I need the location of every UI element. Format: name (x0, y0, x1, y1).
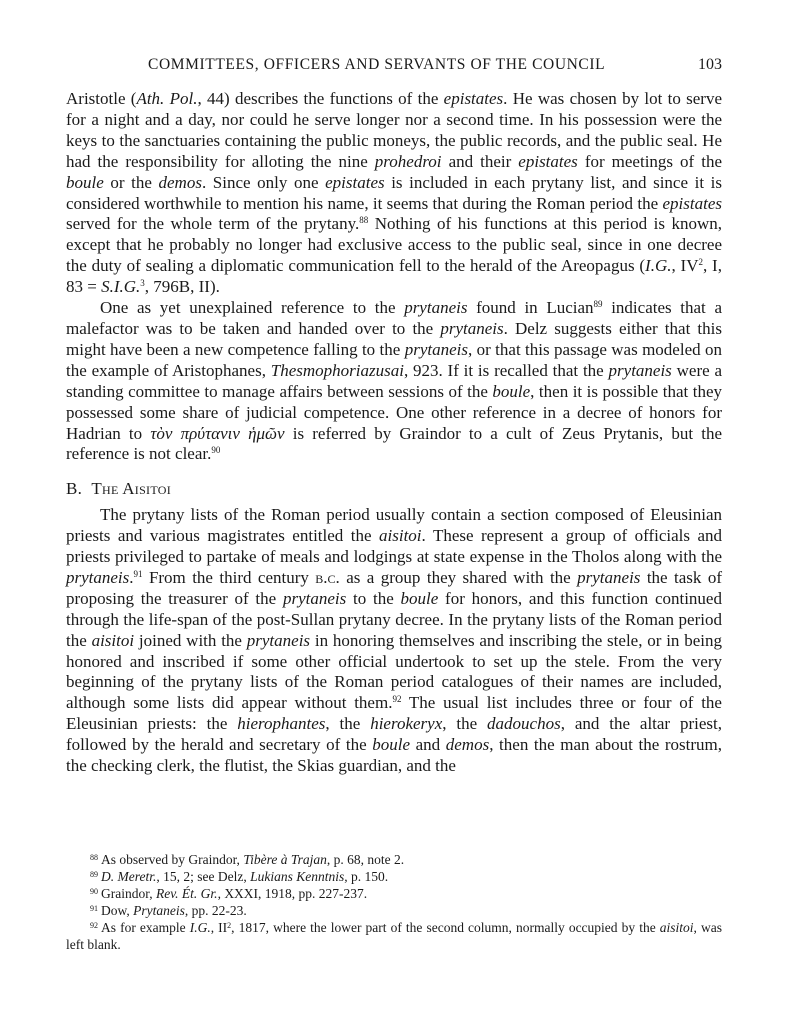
running-header (66, 56, 722, 78)
footnote-ref-89[interactable]: 89 (593, 299, 603, 310)
paragraph-prytaneis-lucian: One as yet unexplained reference to the prytaneis found in Lucian$^{89}$ indicates that a malefactor was to be taken and handed over to the prytaneis. Delz suggests either that this might have been a new competence falling to the prytaneis, or that this passage was modeled on the example of Aristophanes, Thesmophoriazusai, 923. If it is recalled that the prytaneis were a standing committee to manage affairs between sessions of the boule, then it is possible that they possessed some share of judicial competence. One other reference in a decree of honors for Hadrian to τὸν πρύτανιν ἡμῶν is referred by Graindor to a cult of Zeus Prytanis, but the reference is not clear.$^{90}$ (66, 298, 722, 464)
greek-phrase: τὸν πρύτανιν ἡμῶν (150, 423, 285, 443)
section-letter: B. (66, 479, 83, 499)
footnote-ref-88[interactable]: 88 (359, 215, 369, 226)
paragraph-aisitoi: The prytany lists of the Roman period usually contain a section composed of Eleusinian priests and various magistrates entitled the aisitoi. These represent a group of officials and priests privileged to partake of meals and lodgings at state expense in the Tholos along with the prytaneis.$^{91}$ From the third century b.c. as a group they shared with the prytaneis the task of proposing the treasurer of the prytaneis to the boule for honors, and this function continued through the life-span of the post-Sullan prytany decree. In the prytany lists of the Roman period the aisitoi joined with the prytaneis in honoring themselves and inscribing the stele, or in being honored and inscribed if some other official undertook to set up the stele. From the very beginning of the prytany lists of the Roman period catalogues of their names are included, although some lists did appear without them.$^{92}$ The usual list includes three or four of the Eleusinian priests: the hierophantes, the hierokeryx, the dadouchos, and the altar priest, followed by the herald and secretary of the boule and demos, then the man about the rostrum, the checking clerk, the flutist, the Skias guardian, and the (66, 505, 723, 776)
page-number: 103 (698, 56, 722, 73)
main-text (66, 89, 722, 777)
footnote-ref-91[interactable]: 91 (133, 568, 143, 579)
footnote-92: $^{92}$ As for example I.G., $II^2$, 1817, where the lower part of the second column, normally occupied by the aisitoi, was left blank. (66, 919, 722, 952)
footnotes (66, 852, 722, 953)
paragraph-epistates: Aristotle (Ath. Pol., 44) describes the functions of the epistates. He was chosen by lot to serve for a night and a day, nor could he serve longer nor a second time. In his possession were the keys to the sanctuaries containing the public moneys, the public records, and the public seal. He had the responsibility for alloting the nine prohedroi and their epistates for meetings of the boule or the demos. Since only one epistates is included in each prytany list, and since it is considered worthwhile to mention his name, it seems that during the Roman period the epistates served for the whole term of the prytany.$^{88}$ Nothing of his functions at this period is known, except that he probably no longer had exclusive access to the public seal, since in one decree the duty of sealing a diplomatic communication fell to the herald of the Areopagus (I.G., $IV^2$, I, 83 = S.I.G.$^3$, 796B, II). (66, 89, 722, 297)
footnote-ref-92[interactable]: 92 (392, 694, 402, 705)
footnote-ref-90[interactable]: 90 (211, 445, 221, 456)
section-title: The Aisitoi (91, 479, 172, 499)
footnote-89: $^{89}$ D. Meretr., 15, 2; see Delz, Lukians Kenntnis, p. 150. (90, 868, 389, 884)
footnote-91: $^{91}$ Dow, Prytaneis, pp. 22-23. (90, 902, 247, 918)
section-heading (66, 479, 722, 500)
footnote-90: $^{90}$ Graindor, Rev. Ét. Gr., XXXI, 1918, pp. 227-237. (90, 885, 368, 901)
running-head-title: COMMITTEES, OFFICERS AND SERVANTS OF THE COUNCIL (148, 56, 606, 73)
footnote-88: $^{88}$ As observed by Graindor, Tibère à Trajan, p. 68, note 2. (90, 852, 405, 867)
